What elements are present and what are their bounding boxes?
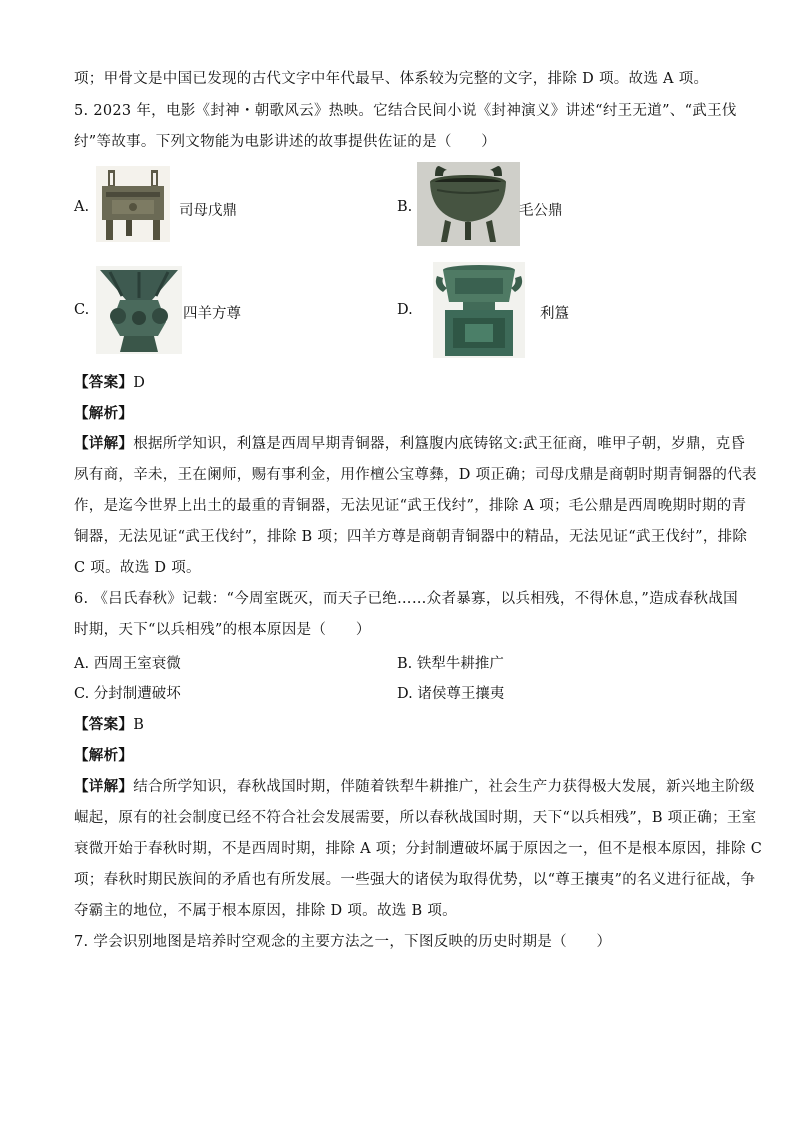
- q5-stem-line2: 纣”等故事。下列文物能为电影讲述的故事提供佐证的是（ ）: [74, 134, 497, 150]
- q5-detail-line2: 夙有商，辛未，王在阑师，赐有事利金，用作檀公宝尊彝，D 项正确；司母戊鼎是商朝时期青铜器的代表: [74, 467, 757, 483]
- q6-stem-line1: 6. 《吕氏春秋》记载：“今周室既灭，而天子已绝……众者暴寡，以兵相残，不得休息，”造成春秋战国: [74, 591, 738, 607]
- q5-detail-line5: C 项。故选 D 项。: [74, 560, 201, 576]
- q6-option-c[interactable]: C. 分封制遭破坏: [74, 686, 181, 702]
- q6-detail-line1: [74, 775, 755, 796]
- q5-detail-tag: 【详解】: [74, 435, 134, 452]
- q6-answer-value: B: [133, 717, 145, 733]
- q6-detail-text1: 结合所学知识，春秋战国时期，伴随着铁犁牛耕推广，社会生产力获得极大发展，新兴地主阶级: [133, 779, 755, 795]
- q6-detail-line3: 衰微开始于春秋时期，不是西周时期，排除 A 项；分封制遭破坏属于原因之一，但不是根本原因，排除 C: [74, 841, 763, 857]
- q5-detail-text1: 根据所学知识，利簋是西周早期青铜器，利簋腹内底铸铭文:武王征商，唯甲子朝，岁鼎，克昏: [133, 436, 746, 452]
- li-gui-image: [433, 262, 525, 358]
- q6-analysis-tag: 【解析】: [74, 747, 134, 764]
- q5-option-a-letter[interactable]: A.: [74, 199, 90, 215]
- q6-stem-line2: 时期，天下“以兵相残”的根本原因是（ ）: [74, 622, 371, 638]
- q5-stem-line1: 5. 2023 年，电影《封神・朝歌风云》热映。它结合民间小说《封神演义》讲述“纣王无道”、“武王伐: [74, 103, 737, 119]
- q5-answer-value: D: [133, 375, 146, 391]
- q5-answer-tag: 【答案】: [74, 374, 134, 391]
- q6-detail-line4: 项；春秋时期民族间的矛盾也有所发展。一些强大的诸侯为取得优势，以“尊王攘夷”的名义进行征战，争: [74, 872, 756, 888]
- q5-option-b-name: 毛公鼎: [519, 203, 563, 219]
- q5-analysis-tag: 【解析】: [74, 405, 134, 422]
- q5-option-a-name: 司母戊鼎: [179, 203, 237, 219]
- q6-detail-line2: 崛起，原有的社会制度已经不符合社会发展需要，所以春秋战国时期，天下“以兵相残”，B 项正确；王室: [74, 810, 757, 826]
- q5-detail-line1: [74, 432, 745, 453]
- q5-detail-line4: 铜器，无法见证“武王伐纣”，排除 B 项；四羊方尊是商朝青铜器中的精品，无法见证“武王伐纣”，排除: [74, 529, 748, 545]
- q6-option-b[interactable]: B. 铁犁牛耕推广: [397, 656, 504, 672]
- q5-option-c-letter[interactable]: C.: [74, 302, 90, 318]
- q6-answer: [74, 713, 144, 734]
- q5-option-b-letter[interactable]: B.: [397, 199, 413, 215]
- maogong-ding-image: [417, 162, 520, 246]
- intro-line: 项；甲骨文是中国已发现的古代文字中年代最早、体系较为完整的文字，排除 D 项。故选 A 项。: [74, 71, 709, 87]
- q6-detail-line5: 夺霸主的地位，不属于根本原因，排除 D 项。故选 B 项。: [74, 903, 457, 919]
- q5-option-c-name: 四羊方尊: [183, 306, 241, 322]
- siyang-fangzun-image: [96, 266, 182, 354]
- q7-stem-line1: 7. 学会识别地图是培养时空观念的主要方法之一，下图反映的历史时期是（ ）: [74, 934, 612, 950]
- simuwu-ding-image: [96, 166, 170, 242]
- q5-detail-line3: 作，是迄今世界上出土的最重的青铜器，无法见证“武王伐纣”，排除 A 项；毛公鼎是西周晚期时期的青: [74, 498, 747, 514]
- q6-option-d[interactable]: D. 诸侯尊王攘夷: [397, 686, 505, 702]
- q5-answer: [74, 371, 145, 392]
- q6-option-a[interactable]: A. 西周王室衰微: [74, 656, 181, 672]
- q6-detail-tag: 【详解】: [74, 778, 134, 795]
- q5-option-d-name: 利簋: [540, 306, 569, 322]
- q5-option-d-letter[interactable]: D.: [397, 302, 413, 318]
- q6-answer-tag: 【答案】: [74, 716, 134, 733]
